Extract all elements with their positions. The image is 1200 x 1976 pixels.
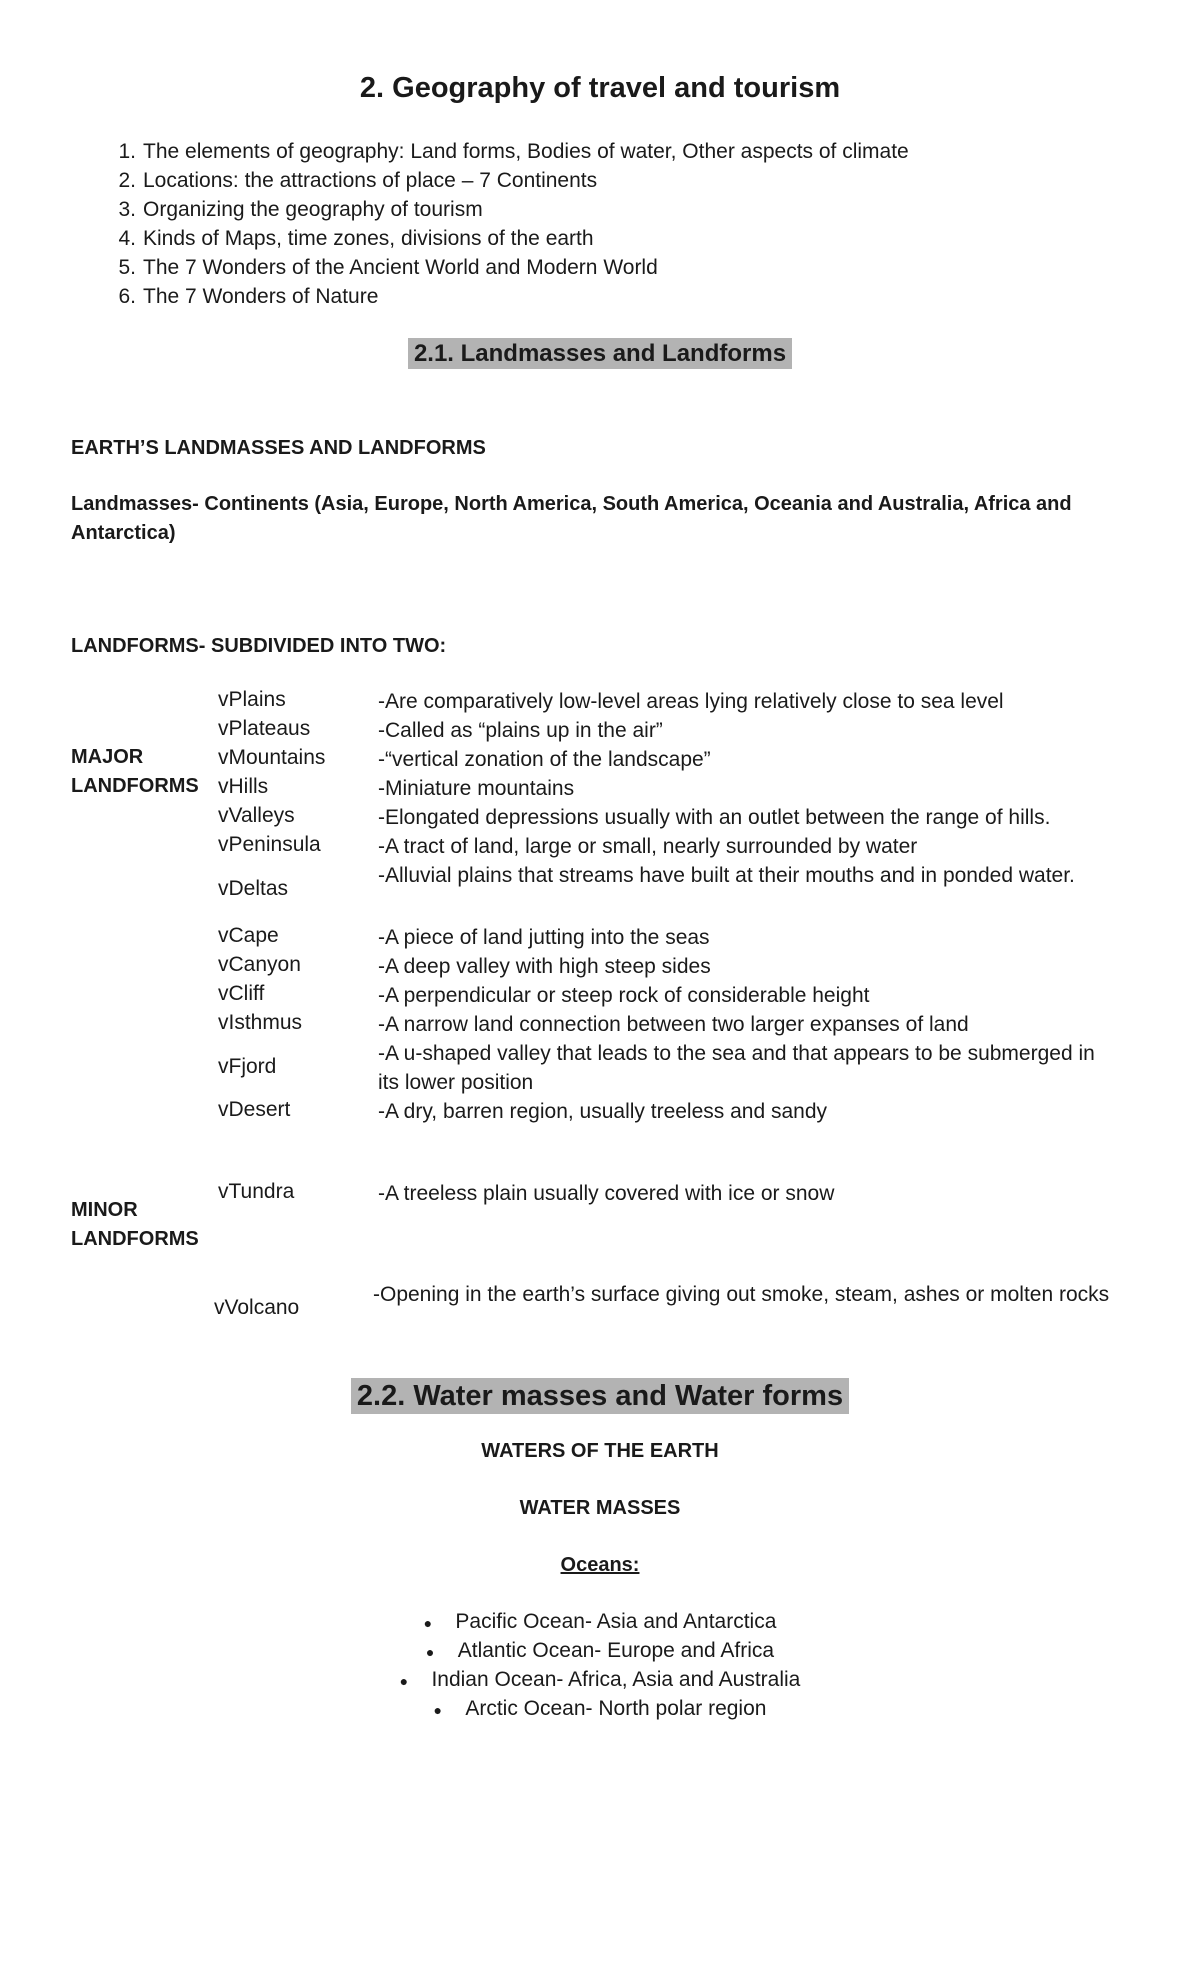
toc-number: 4. xyxy=(118,227,136,250)
landform-name: vCanyon xyxy=(218,953,301,976)
toc-item: Organizing the geography of tourism xyxy=(143,198,483,221)
subheading-earth-landmasses: EARTH’S LANDMASSES AND LANDFORMS xyxy=(71,437,486,459)
toc-item: Locations: the attractions of place – 7 Continents xyxy=(143,169,598,192)
landform-description: -Are comparatively low-level areas lying relatively close to sea level xyxy=(378,690,1004,713)
toc-item: The elements of geography: Land forms, Bodies of water, Other aspects of climate xyxy=(143,140,909,163)
landform-name: vDeltas xyxy=(218,877,289,900)
landform-description: -Miniature mountains xyxy=(378,777,575,800)
water-masses-heading: WATER MASSES xyxy=(519,1497,681,1519)
list-item xyxy=(0,1697,1200,1721)
landform-name: vFjord xyxy=(218,1055,277,1078)
oceans-heading: Oceans: xyxy=(560,1554,640,1576)
landform-description: -A u-shaped valley that leads to the sea and that appears to be submerged in its lower position xyxy=(378,1042,1095,1094)
landform-name: vCape xyxy=(218,924,279,947)
landform-description: -A treeless plain usually covered with ice or snow xyxy=(378,1182,835,1205)
ocean-item: Pacific Ocean- Asia and Antarctica xyxy=(455,1610,777,1633)
landforms-heading: LANDFORMS- SUBDIVIDED INTO TWO: xyxy=(71,635,447,657)
toc-number: 5. xyxy=(118,256,136,279)
list-item xyxy=(0,1668,1200,1692)
landform-description: -“vertical zonation of the landscape” xyxy=(378,748,711,771)
landform-name: vPlains xyxy=(218,688,286,711)
section-heading-text: 2.2. Water masses and Water forms xyxy=(351,1378,849,1414)
landform-description: -Alluvial plains that streams have built at their mouths and in ponded water. xyxy=(378,864,1075,887)
toc-number: 3. xyxy=(118,198,136,221)
landform-name: vCliff xyxy=(218,982,265,1005)
toc-number: 6. xyxy=(118,285,136,308)
landform-description: -A deep valley with high steep sides xyxy=(378,955,711,978)
landform-name: vTundra xyxy=(218,1180,295,1203)
toc-number: 1. xyxy=(118,140,136,163)
landform-description: -Called as “plains up in the air” xyxy=(378,719,663,742)
toc-item: Kinds of Maps, time zones, divisions of the earth xyxy=(143,227,594,250)
toc-item: The 7 Wonders of Nature xyxy=(143,285,379,308)
landform-description: -Opening in the earth’s surface giving out smoke, steam, ashes or molten rocks xyxy=(373,1283,1110,1306)
list-item xyxy=(0,1610,1200,1634)
section-heading-landmasses xyxy=(0,340,1200,368)
bullet-icon: ● xyxy=(433,1702,442,1718)
landform-name: vValleys xyxy=(218,804,295,827)
landform-description: -A tract of land, large or small, nearly surrounded by water xyxy=(378,835,918,858)
landform-name: vHills xyxy=(218,775,269,798)
landform-name: vPlateaus xyxy=(218,717,311,740)
ocean-item: Indian Ocean- Africa, Asia and Australia xyxy=(431,1668,801,1691)
landform-name: vVolcano xyxy=(214,1296,300,1319)
landmasses-paragraph: Landmasses- Continents (Asia, Europe, North America, South America, Oceania and Australia, Africa and Antarctica) xyxy=(71,493,1072,544)
toc-item: The 7 Wonders of the Ancient World and Modern World xyxy=(143,256,658,279)
landform-description: -Elongated depressions usually with an outlet between the range of hills. xyxy=(378,806,1051,829)
landform-name: vIsthmus xyxy=(218,1011,303,1034)
major-landforms-label: MAJOR LANDFORMS xyxy=(71,746,199,797)
landform-description: -A dry, barren region, usually treeless and sandy xyxy=(378,1100,828,1123)
toc-number: 2. xyxy=(118,169,136,192)
section-heading-water xyxy=(0,1380,1200,1413)
page-title: 2. Geography of travel and tourism xyxy=(359,72,841,104)
landform-name: vPeninsula xyxy=(218,833,321,856)
landform-description: -A perpendicular or steep rock of considerable height xyxy=(378,984,870,1007)
waters-of-earth-heading: WATERS OF THE EARTH xyxy=(481,1440,719,1462)
section-heading-text: 2.1. Landmasses and Landforms xyxy=(408,338,792,369)
landform-description: -A narrow land connection between two larger expanses of land xyxy=(378,1013,969,1036)
list-item xyxy=(0,1639,1200,1663)
landform-description: -A piece of land jutting into the seas xyxy=(378,926,710,949)
bullet-icon: ● xyxy=(425,1644,435,1660)
bullet-icon: ● xyxy=(423,1615,433,1631)
bullet-icon: ● xyxy=(399,1673,409,1689)
ocean-item: Atlantic Ocean- Europe and Africa xyxy=(457,1639,775,1662)
minor-landforms-label: MINOR LANDFORMS xyxy=(71,1199,199,1250)
landform-name: vDesert xyxy=(218,1098,291,1121)
landform-name: vMountains xyxy=(218,746,326,769)
ocean-item: Arctic Ocean- North polar region xyxy=(465,1697,767,1720)
